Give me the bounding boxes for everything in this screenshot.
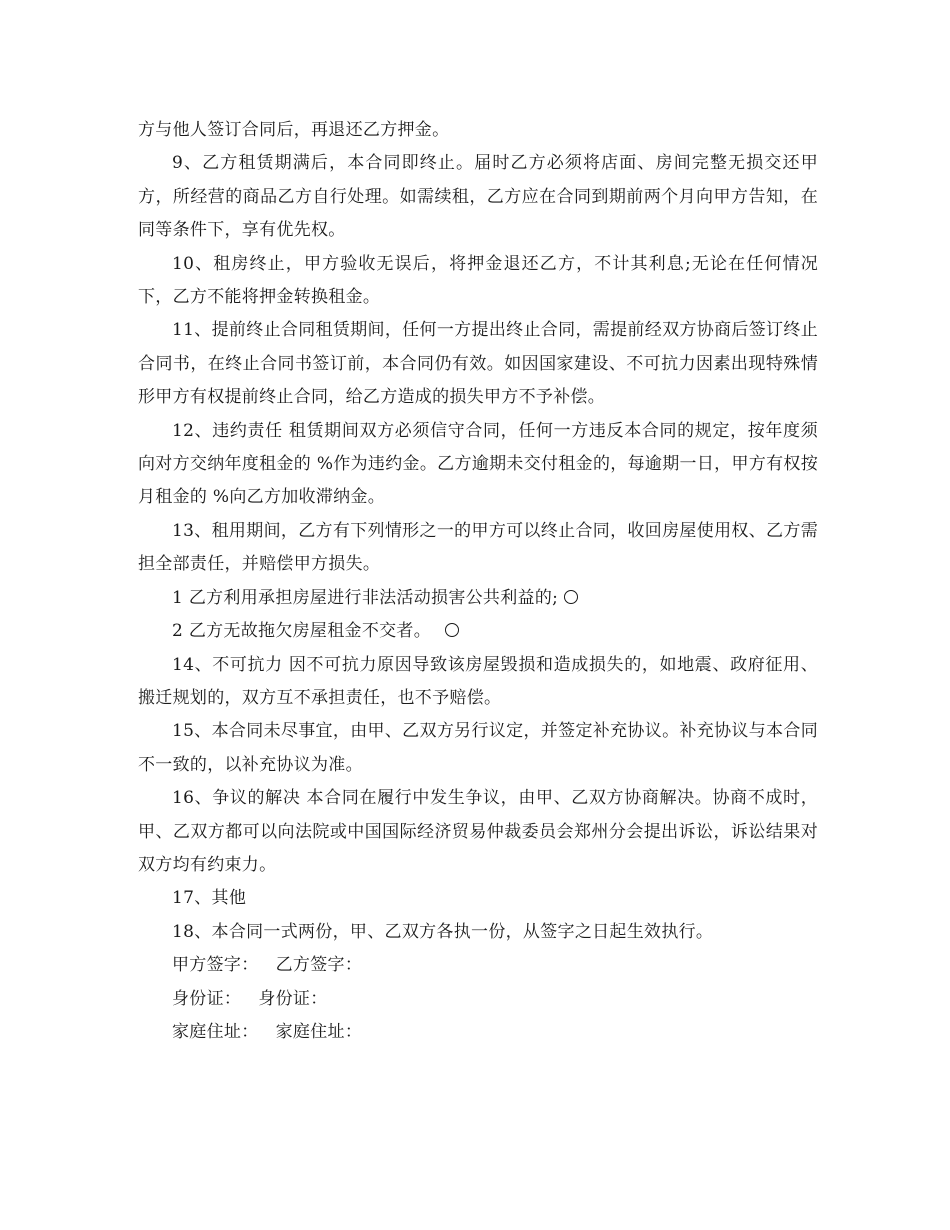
clause-10: 10、租房终止，甲方验收无误后，将押金退还乙方，不计其利息;无论在任何情况下，乙方不能将押金转换租金。 bbox=[138, 253, 818, 308]
checkbox-circle-icon bbox=[445, 623, 459, 637]
clause-14: 14、不可抗力 因不可抗力原因导致该房屋毁损和造成损失的，如地震、政府征用、搬迁规划的，双方互不承担责任，也不予赔偿。 bbox=[138, 654, 818, 708]
clause-18: 18、本合同一式两份，甲、乙双方各执一份，从签字之日起生效执行。 bbox=[172, 921, 714, 942]
clause-13: 13、租用期间，乙方有下列情形之一的甲方可以终止合同，收回房屋使用权、乙方需担全部责任，并赔偿甲方损失。 bbox=[138, 520, 818, 575]
clause-17: 17、其他 bbox=[172, 888, 247, 909]
clause-11: 11、提前终止合同租赁期间，任何一方提出终止合同，需提前经双方协商后签订终止合同书，在终止合同书签订前，本合同仍有效。如因国家建设、不可抗力因素出现特殊情形甲方有权提前终止合同，给乙方造成的损失甲方不予补偿。 bbox=[138, 320, 818, 408]
clause-13-item-2-text: 2 乙方无故拖欠房屋租金不交者。 bbox=[172, 621, 432, 642]
document-page bbox=[138, 114, 818, 1049]
address-row bbox=[138, 1016, 818, 1049]
paragraph-continuation: 方与他人签订合同后，再退还乙方押金。 bbox=[138, 120, 450, 140]
clause-9: 9、乙方租赁期满后，本合同即终止。届时乙方必须将店面、房间完整无损交还甲方，所经营的商品乙方自行处理。如需续租，乙方应在合同到期前两个月向甲方告知，在同等条件下，享有优先权。 bbox=[138, 153, 818, 241]
clause-13-item-1-text: 1 乙方利用承担房屋进行非法活动损害公共利益的; bbox=[172, 587, 559, 608]
clause-13-item-1 bbox=[138, 582, 818, 615]
party-b-sign-label: 乙方签字： bbox=[275, 955, 363, 976]
clause-12: 12、违约责任 租赁期间双方必须信守合同，任何一方违反本合同的规定，按年度须向对方交纳年度租金的 %作为违约金。乙方逾期未交付租金的，每逾期一日，甲方有权按月租金的 %向乙方加收滞纳金。 bbox=[138, 420, 818, 508]
party-b-address-label: 家庭住址： bbox=[275, 1021, 363, 1042]
id-row bbox=[138, 983, 818, 1016]
clause-16: 16、争议的解决 本合同在履行中发生争议，由甲、乙双方协商解决。协商不成时，甲、乙双方都可以向法院或中国国际经济贸易仲裁委员会郑州分会提出诉讼，诉讼结果对双方均有约束力。 bbox=[138, 788, 818, 875]
checkbox-circle-icon bbox=[564, 590, 578, 604]
party-b-id-label: 身份证： bbox=[258, 988, 328, 1009]
party-a-id-label: 身份证： bbox=[172, 988, 242, 1009]
party-a-address-label: 家庭住址： bbox=[172, 1021, 259, 1042]
clause-15: 15、本合同未尽事宜，由甲、乙双方另行议定，并签定补充协议。补充协议与本合同不一致的，以补充协议为准。 bbox=[138, 721, 818, 775]
signature-row bbox=[138, 949, 818, 982]
party-a-sign-label: 甲方签字： bbox=[172, 955, 259, 976]
clause-13-item-2 bbox=[138, 615, 818, 648]
